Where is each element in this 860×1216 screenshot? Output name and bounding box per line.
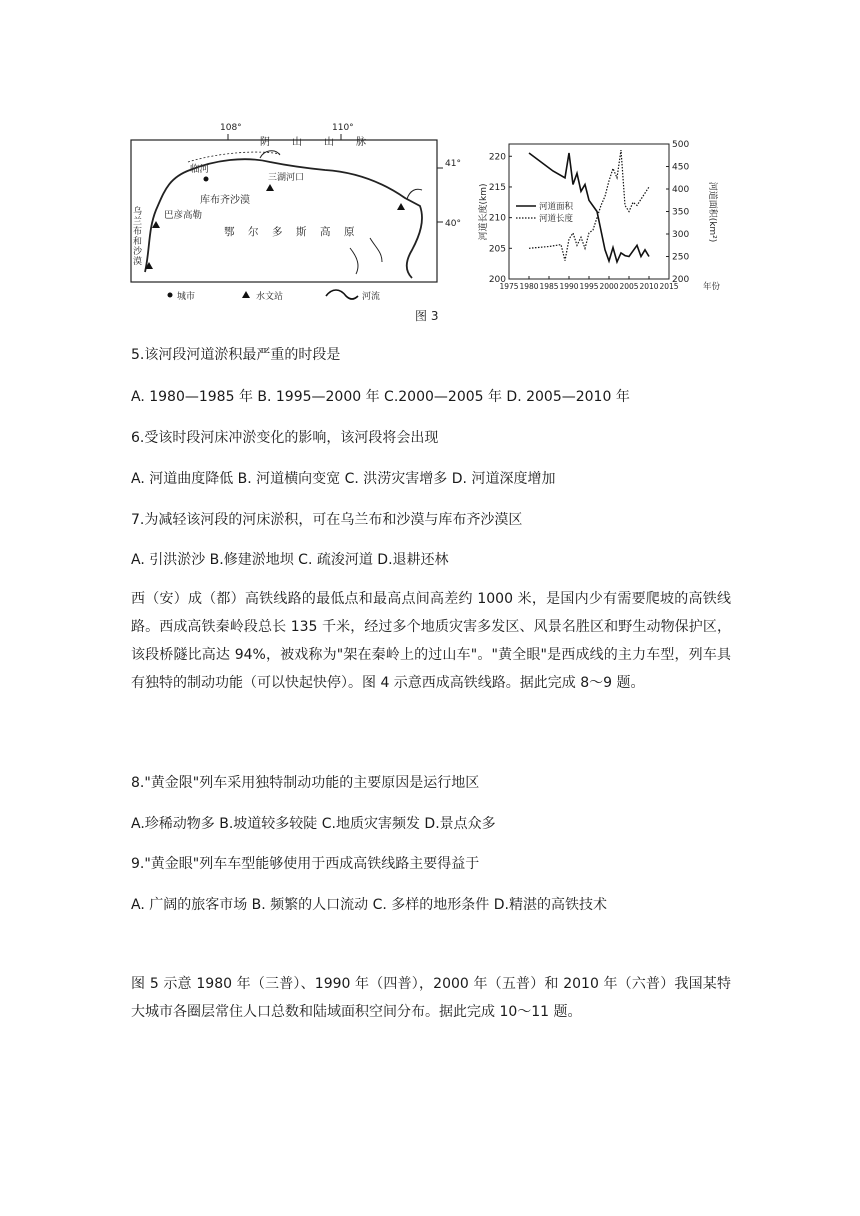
- legend-river: 河流: [362, 292, 381, 302]
- x-tick-label-2005: 2005: [619, 282, 639, 291]
- x-tick-label-2000: 2000: [599, 282, 619, 291]
- x-tick-label-1990: 1990: [559, 282, 579, 291]
- question-5: 5.该河段河道淤积最严重的时段是: [131, 347, 341, 363]
- chart-x-label: 年份: [703, 282, 721, 292]
- place-kubuqi: 库布齐沙漠: [200, 195, 250, 206]
- legend-river-icon: [326, 290, 358, 299]
- legend-city: 城市: [177, 292, 196, 302]
- river-branch-3: [350, 248, 358, 274]
- y-right-tick-label-250: 250: [672, 252, 690, 263]
- x-tick-label-1985: 1985: [539, 282, 559, 291]
- place-ulanbuh: [133, 205, 143, 267]
- chart-plot-frame: [509, 144, 669, 279]
- y-right-tick-label-400: 400: [672, 185, 690, 195]
- passage-city-population: 图 5 示意 1980 年（三普）、1990 年（四普），2000 年（五普）和 2010 年（六普）我国某特大城市各圈层常住人口总数和陆域面积空间分布。据此完成 10～11 题。: [131, 976, 731, 1020]
- question-5-options: A. 1980—1985 年 B. 1995—2000 年 C.2000—2005 年 D. 2005—2010 年: [131, 389, 630, 405]
- legend-length-label: 河道长度: [539, 214, 574, 224]
- chart-ticks: [489, 140, 690, 291]
- place-ordos-1: 鄂: [224, 226, 235, 238]
- station-sanhuhekou-marker: [266, 184, 274, 191]
- place-ordos-4: 斯: [296, 226, 307, 238]
- map-legend: [168, 290, 381, 302]
- question-6: 6.受该时段河床冲淤变化的影响，该河段将会出现: [131, 430, 439, 446]
- lat-label-41: 41°: [445, 159, 461, 169]
- question-7-options: A. 引洪淤沙 B.修建淤地坝 C. 疏浚河道 D.退耕还林: [131, 552, 449, 568]
- legend-station-icon: [242, 291, 250, 298]
- map: [131, 123, 461, 302]
- legend-area-label: 河道面积: [539, 202, 574, 212]
- y-left-tick-label-220: 220: [488, 152, 506, 163]
- y-left-tick-label-205: 205: [488, 244, 506, 255]
- figure-3: [120, 110, 740, 330]
- y-left-tick-label-200: 200: [488, 275, 506, 285]
- y-left-tick-label-210: 210: [488, 213, 506, 224]
- question-9: 9."黄金眼"列车车型能够使用于西成高铁线路主要得益于: [131, 856, 480, 872]
- place-linhe: 临河: [190, 164, 210, 175]
- legend-city-icon: [168, 293, 173, 298]
- river-branch-2: [260, 151, 280, 158]
- y-right-tick-label-200: 200: [672, 275, 690, 285]
- x-tick-label-1980: 1980: [519, 282, 539, 291]
- x-tick-label-1975: 1975: [499, 282, 519, 291]
- place-ordos-3: 多: [272, 226, 283, 238]
- place-ordos: [224, 225, 355, 238]
- x-tick-label-2010: 2010: [639, 282, 659, 291]
- place-ulanbuh-1: 乌: [133, 207, 143, 217]
- place-ordos-2: 尔: [248, 226, 259, 238]
- lon-label-108: 108°: [220, 123, 242, 133]
- line-chart: [477, 140, 721, 292]
- place-yinshan-2: 山: [292, 137, 302, 148]
- question-8: 8."黄金限"列车采用独特制动功能的主要原因是运行地区: [131, 775, 480, 791]
- place-ulanbuh-5: 沙: [133, 247, 143, 257]
- place-yinshan-3: 山: [324, 137, 334, 148]
- x-tick-label-2015: 2015: [659, 282, 679, 291]
- y-right-tick-label-300: 300: [672, 230, 690, 240]
- question-7: 7.为减轻该河段的河床淤积，可在乌兰布和沙漠与库布齐沙漠区: [131, 512, 523, 528]
- passage-xicheng-railway: 西（安）成（都）高铁线路的最低点和最高点间高差约 1000 米，是国内少有需要爬坡的高铁线路。西成高铁秦岭段总长 135 千米，经过多个地质灾害多发区、风景名胜区和野生动物保护区，该段桥隧比高达 94%，被戏称为"架在秦岭上的过山车"。"黄全眼"是西成线的主力车型，列车具有独特的制动功能（可以快起快停）。图 4 示意西成高铁线路。据此完成 8～9 题。: [131, 591, 731, 691]
- question-9-options: A. 广阔的旅客市场 B. 频繁的人口流动 C. 多样的地形条件 D.精湛的高铁技术: [131, 897, 607, 913]
- figure-3-svg: [120, 110, 740, 330]
- y-left-tick-label-215: 215: [488, 182, 506, 193]
- place-bayangaole: 巴彦高勒: [164, 210, 203, 221]
- station-east-marker: [397, 203, 405, 210]
- x-tick-label-1995: 1995: [579, 282, 599, 291]
- question-6-options: A. 河道曲度降低 B. 河道横向变宽 C. 洪涝灾害增多 D. 河道深度增加: [131, 471, 556, 487]
- place-ordos-5: 高: [320, 226, 331, 238]
- place-ulanbuh-4: 和: [133, 237, 143, 247]
- place-sanhuhekou: 三湖河口: [268, 173, 305, 183]
- y-right-tick-label-450: 450: [672, 162, 690, 173]
- river-branch-4: [370, 238, 382, 262]
- figure-caption: 图 3: [415, 309, 439, 323]
- river-branch-1: [407, 189, 422, 199]
- chart-y-left-label: 河道长度(km): [479, 183, 489, 241]
- y-right-tick-label-350: 350: [672, 207, 690, 218]
- place-ordos-6: 原: [344, 226, 355, 238]
- y-right-tick-label-500: 500: [672, 140, 690, 150]
- place-yinshan-1: 阴: [260, 137, 270, 148]
- place-ulanbuh-6: 漠: [133, 257, 143, 267]
- place-ulanbuh-3: 布: [133, 227, 143, 237]
- lon-label-110: 110°: [332, 123, 354, 133]
- legend-station: 水文站: [256, 292, 284, 302]
- city-linhe-marker: [204, 177, 209, 182]
- place-ulanbuh-2: 兰: [133, 217, 143, 227]
- chart-y-right-label: 河道面积(km²): [707, 181, 717, 243]
- lat-label-40: 40°: [445, 219, 461, 229]
- place-yinshan-4: 脉: [356, 137, 366, 148]
- question-8-options: A.珍稀动物多 B.坡道较多较陡 C.地质灾害频发 D.景点众多: [131, 816, 496, 832]
